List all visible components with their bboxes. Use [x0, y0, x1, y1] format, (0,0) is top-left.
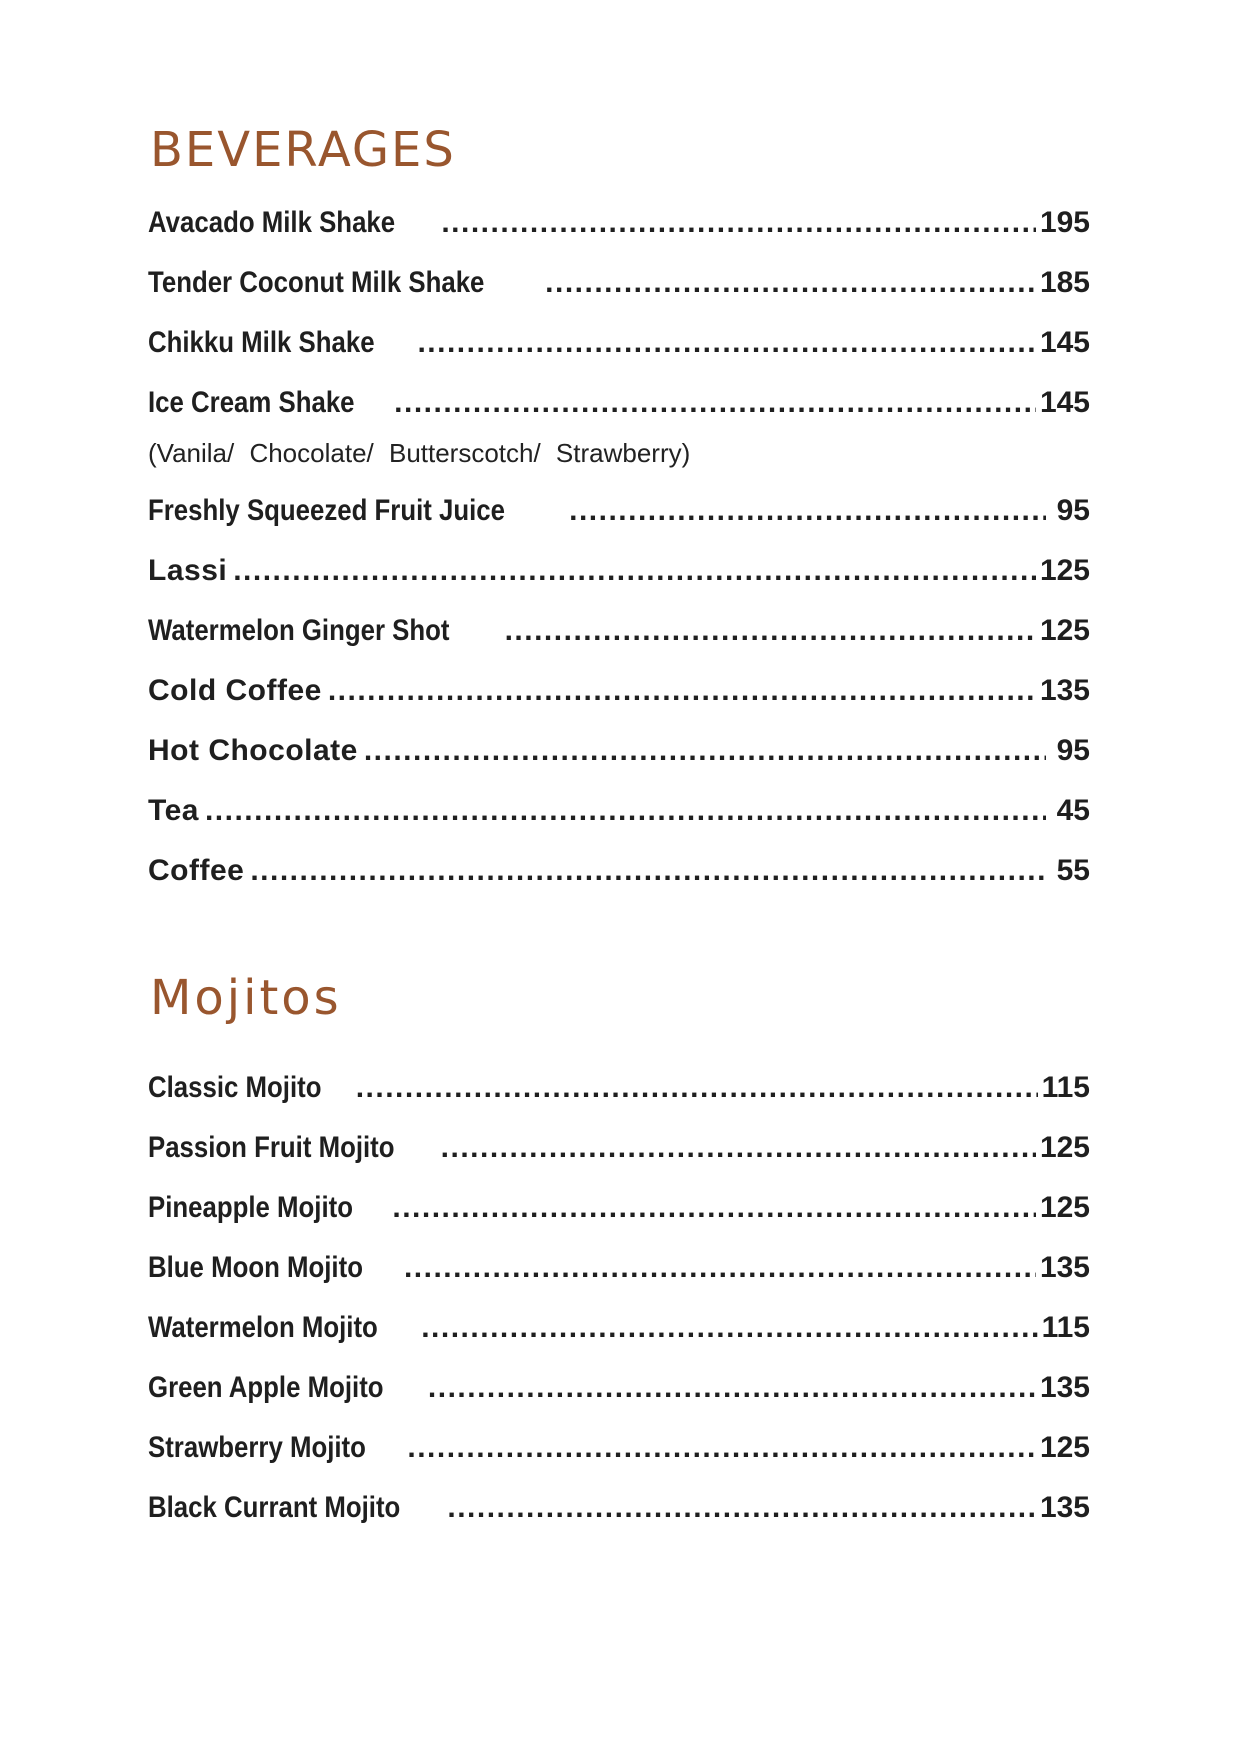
item-name: Watermelon Ginger Shot [148, 614, 450, 647]
menu-item [148, 734, 1090, 794]
menu-item [148, 614, 1090, 674]
item-price: 145 [1039, 326, 1090, 359]
item-price: 195 [1039, 206, 1090, 239]
item-price: 125 [1039, 554, 1090, 587]
section-title-beverages: BEVERAGES [150, 122, 456, 178]
item-price: 135 [1039, 1491, 1090, 1524]
menu-item [148, 326, 1090, 386]
menu-item [148, 1431, 1090, 1491]
item-name: Blue Moon Mojito [148, 1251, 363, 1284]
dot-leader [441, 206, 1036, 240]
dot-leader [205, 794, 1046, 828]
menu-item [148, 494, 1090, 554]
menu-item [148, 1191, 1090, 1251]
item-price: 125 [1039, 614, 1090, 647]
item-name: Classic Mojito [148, 1071, 322, 1104]
item-price: 135 [1039, 674, 1090, 707]
menu-item [148, 1071, 1090, 1131]
menu-item [148, 794, 1090, 854]
dot-leader [394, 386, 1036, 420]
dot-leader [417, 326, 1036, 360]
item-name: Lassi [148, 554, 228, 587]
dot-leader [407, 1431, 1036, 1465]
item-name: Tender Coconut Milk Shake [148, 266, 485, 299]
menu-item [148, 1251, 1090, 1311]
menu-item [148, 1371, 1090, 1431]
dot-leader [505, 614, 1036, 648]
item-price: 185 [1039, 266, 1090, 299]
mojitos-list [148, 1071, 1090, 1551]
dot-leader [328, 674, 1036, 708]
item-price: 115 [1041, 1311, 1090, 1344]
item-price: 95 [1056, 734, 1090, 767]
item-price: 45 [1056, 794, 1090, 827]
item-price: 55 [1056, 854, 1090, 887]
menu-item [148, 674, 1090, 734]
dot-leader [364, 734, 1046, 768]
item-price: 95 [1056, 494, 1090, 527]
item-price: 125 [1039, 1131, 1090, 1164]
dot-leader [569, 494, 1046, 528]
menu-item [148, 854, 1090, 914]
dot-leader [447, 1491, 1036, 1525]
item-name: Freshly Squeezed Fruit Juice [148, 494, 506, 527]
item-name: Passion Fruit Mojito [148, 1131, 395, 1164]
dot-leader [428, 1371, 1036, 1405]
item-name: Chikku Milk Shake [148, 326, 375, 359]
dot-leader [356, 1071, 1038, 1105]
menu-item [148, 554, 1090, 614]
dot-leader [421, 1311, 1037, 1345]
menu-item [148, 1311, 1090, 1371]
item-price: 145 [1039, 386, 1090, 419]
dot-leader [250, 854, 1046, 888]
menu-item [148, 266, 1090, 326]
item-name: Watermelon Mojito [148, 1311, 378, 1344]
item-price: 125 [1039, 1191, 1090, 1224]
item-name: Hot Chocolate [148, 734, 358, 767]
dot-leader [233, 554, 1036, 588]
dot-leader [545, 266, 1036, 300]
item-price: 125 [1039, 1431, 1090, 1464]
item-price: 115 [1041, 1071, 1090, 1104]
dot-leader [404, 1251, 1036, 1285]
item-name: Cold Coffee [148, 674, 322, 707]
item-price: 135 [1039, 1371, 1090, 1404]
menu-item [148, 1491, 1090, 1551]
dot-leader [441, 1131, 1036, 1165]
item-price: 135 [1039, 1251, 1090, 1284]
item-name: Pineapple Mojito [148, 1191, 353, 1224]
item-name: Tea [148, 794, 199, 827]
menu-item [148, 1131, 1090, 1191]
item-name: Strawberry Mojito [148, 1431, 366, 1464]
section-title-mojitos: Mojitos [150, 970, 342, 1026]
menu-item [148, 386, 1090, 494]
dot-leader [392, 1191, 1036, 1225]
item-name: Coffee [148, 854, 245, 887]
item-name: Ice Cream Shake [148, 386, 355, 419]
item-flavours-note: (Vanila/ Chocolate/ Butterscotch/ Strawberry) [148, 438, 691, 468]
menu-item [148, 206, 1090, 266]
beverages-list [148, 206, 1090, 914]
item-name: Avacado Milk Shake [148, 206, 396, 239]
item-name: Black Currant Mojito [148, 1491, 401, 1524]
item-name: Green Apple Mojito [148, 1371, 384, 1404]
